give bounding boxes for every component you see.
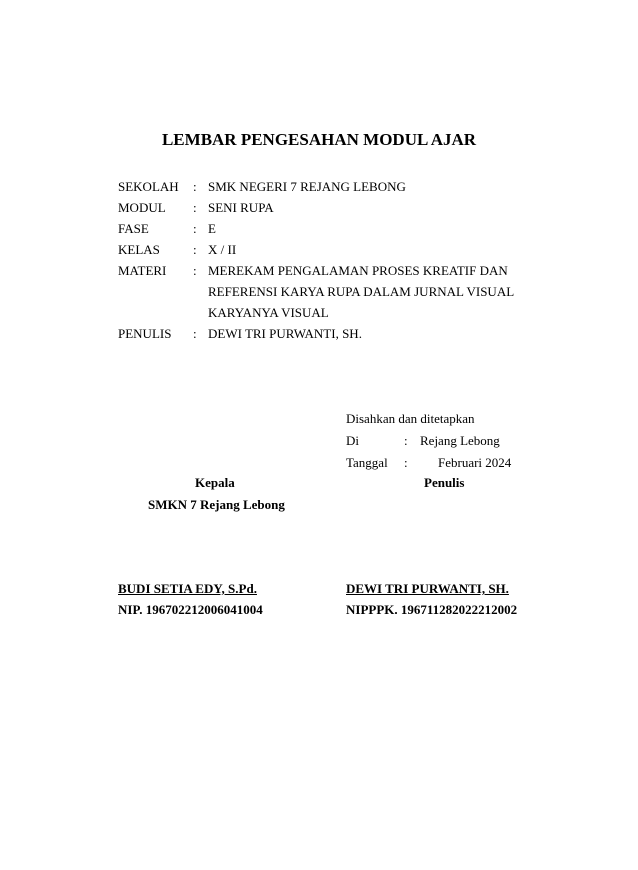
info-row-sekolah <box>118 178 514 199</box>
modul-label: MODUL <box>118 200 166 215</box>
left-signer-id: NIP. 196702212006041004 <box>118 602 263 617</box>
di-value: Rejang Lebong <box>420 433 500 448</box>
right-signer-name: DEWI TRI PURWANTI, SH. <box>346 581 509 596</box>
di-label: Di <box>346 433 359 448</box>
module-info <box>118 178 514 346</box>
left-signer-name: BUDI SETIA EDY, S.Pd. <box>118 581 257 596</box>
approval-row-tanggal <box>346 454 512 476</box>
tanggal-label: Tanggal <box>346 455 388 470</box>
kelas-label: KELAS <box>118 242 160 257</box>
sekolah-label: SEKOLAH <box>118 179 179 194</box>
penulis-value: DEWI TRI PURWANTI, SH. <box>208 326 362 341</box>
fase-separator: : <box>193 221 197 236</box>
sekolah-value: SMK NEGERI 7 REJANG LEBONG <box>208 179 406 194</box>
materi-line: KARYANYA VISUAL <box>208 305 329 320</box>
info-row-penulis <box>118 325 514 346</box>
right-signer-role: Penulis <box>424 475 465 490</box>
materi-line: REFERENSI KARYA RUPA DALAM JURNAL VISUAL <box>208 284 515 299</box>
kelas-separator: : <box>193 242 197 257</box>
tanggal-value: Februari 2024 <box>438 455 512 470</box>
fase-label: FASE <box>118 221 149 236</box>
penulis-separator: : <box>193 326 197 341</box>
approval-block <box>346 410 512 476</box>
materi-separator: : <box>193 263 197 278</box>
materi-line: MEREKAM PENGALAMAN PROSES KREATIF DAN <box>208 263 508 278</box>
left-signer-role: Kepala <box>195 475 235 490</box>
right-signer-id: NIPPPK. 196711282022212002 <box>346 602 518 617</box>
left-signer-org: SMKN 7 Rejang Lebong <box>148 497 285 512</box>
fase-value: E <box>208 221 216 236</box>
materi-value <box>208 262 514 325</box>
di-separator: : <box>404 433 408 448</box>
materi-label: MATERI <box>118 263 167 278</box>
sekolah-separator: : <box>193 179 197 194</box>
info-row-fase <box>118 220 514 241</box>
modul-separator: : <box>193 200 197 215</box>
modul-value: SENI RUPA <box>208 200 274 215</box>
approval-heading: Disahkan dan ditetapkan <box>346 411 475 426</box>
info-row-materi <box>118 262 514 325</box>
approval-row-di <box>346 432 500 454</box>
info-row-kelas <box>118 241 514 262</box>
penulis-label: PENULIS <box>118 326 172 341</box>
info-row-modul <box>118 199 514 220</box>
kelas-value: X / II <box>208 242 237 257</box>
tanggal-separator: : <box>404 455 408 470</box>
page-title: LEMBAR PENGESAHAN MODUL AJAR <box>161 130 477 149</box>
